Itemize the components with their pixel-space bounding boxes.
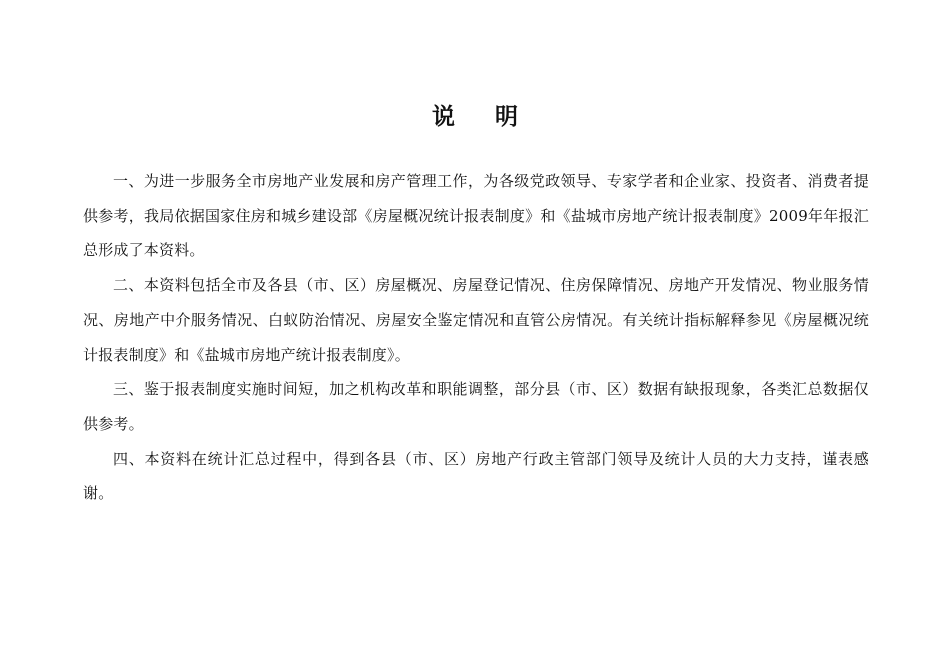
document-body xyxy=(83,164,869,511)
paragraph-3: 三、鉴于报表制度实施时间短，加之机构改革和职能调整，部分县（市、区）数据有缺报现象，各类汇总数据仅供参考。 xyxy=(83,380,869,433)
paragraph-2: 二、本资料包括全市及各县（市、区）房屋概况、房屋登记情况、住房保障情况、房地产开发情况、物业服务情况、房地产中介服务情况、白蚁防治情况、房屋安全鉴定情况和直管公房情况。有关统计指标解释参见《房屋概况统计报表制度》和《盐城市房地产统计报表制度》。 xyxy=(83,276,869,364)
document-title: 说 明 xyxy=(431,103,534,130)
paragraph-4: 四、本资料在统计汇总过程中，得到各县（市、区）房地产行政主管部门领导及统计人员的大力支持，谨表感谢。 xyxy=(83,449,869,503)
paragraph-1: 一、为进一步服务全市房地产业发展和房产管理工作，为各级党政领导、专家学者和企业家、投资者、消费者提供参考，我局依据国家住房和城乡建设部《房屋概况统计报表制度》和《盐城市房地产统计报表制度》2009年年报汇总形成了本资料。 xyxy=(83,172,869,260)
